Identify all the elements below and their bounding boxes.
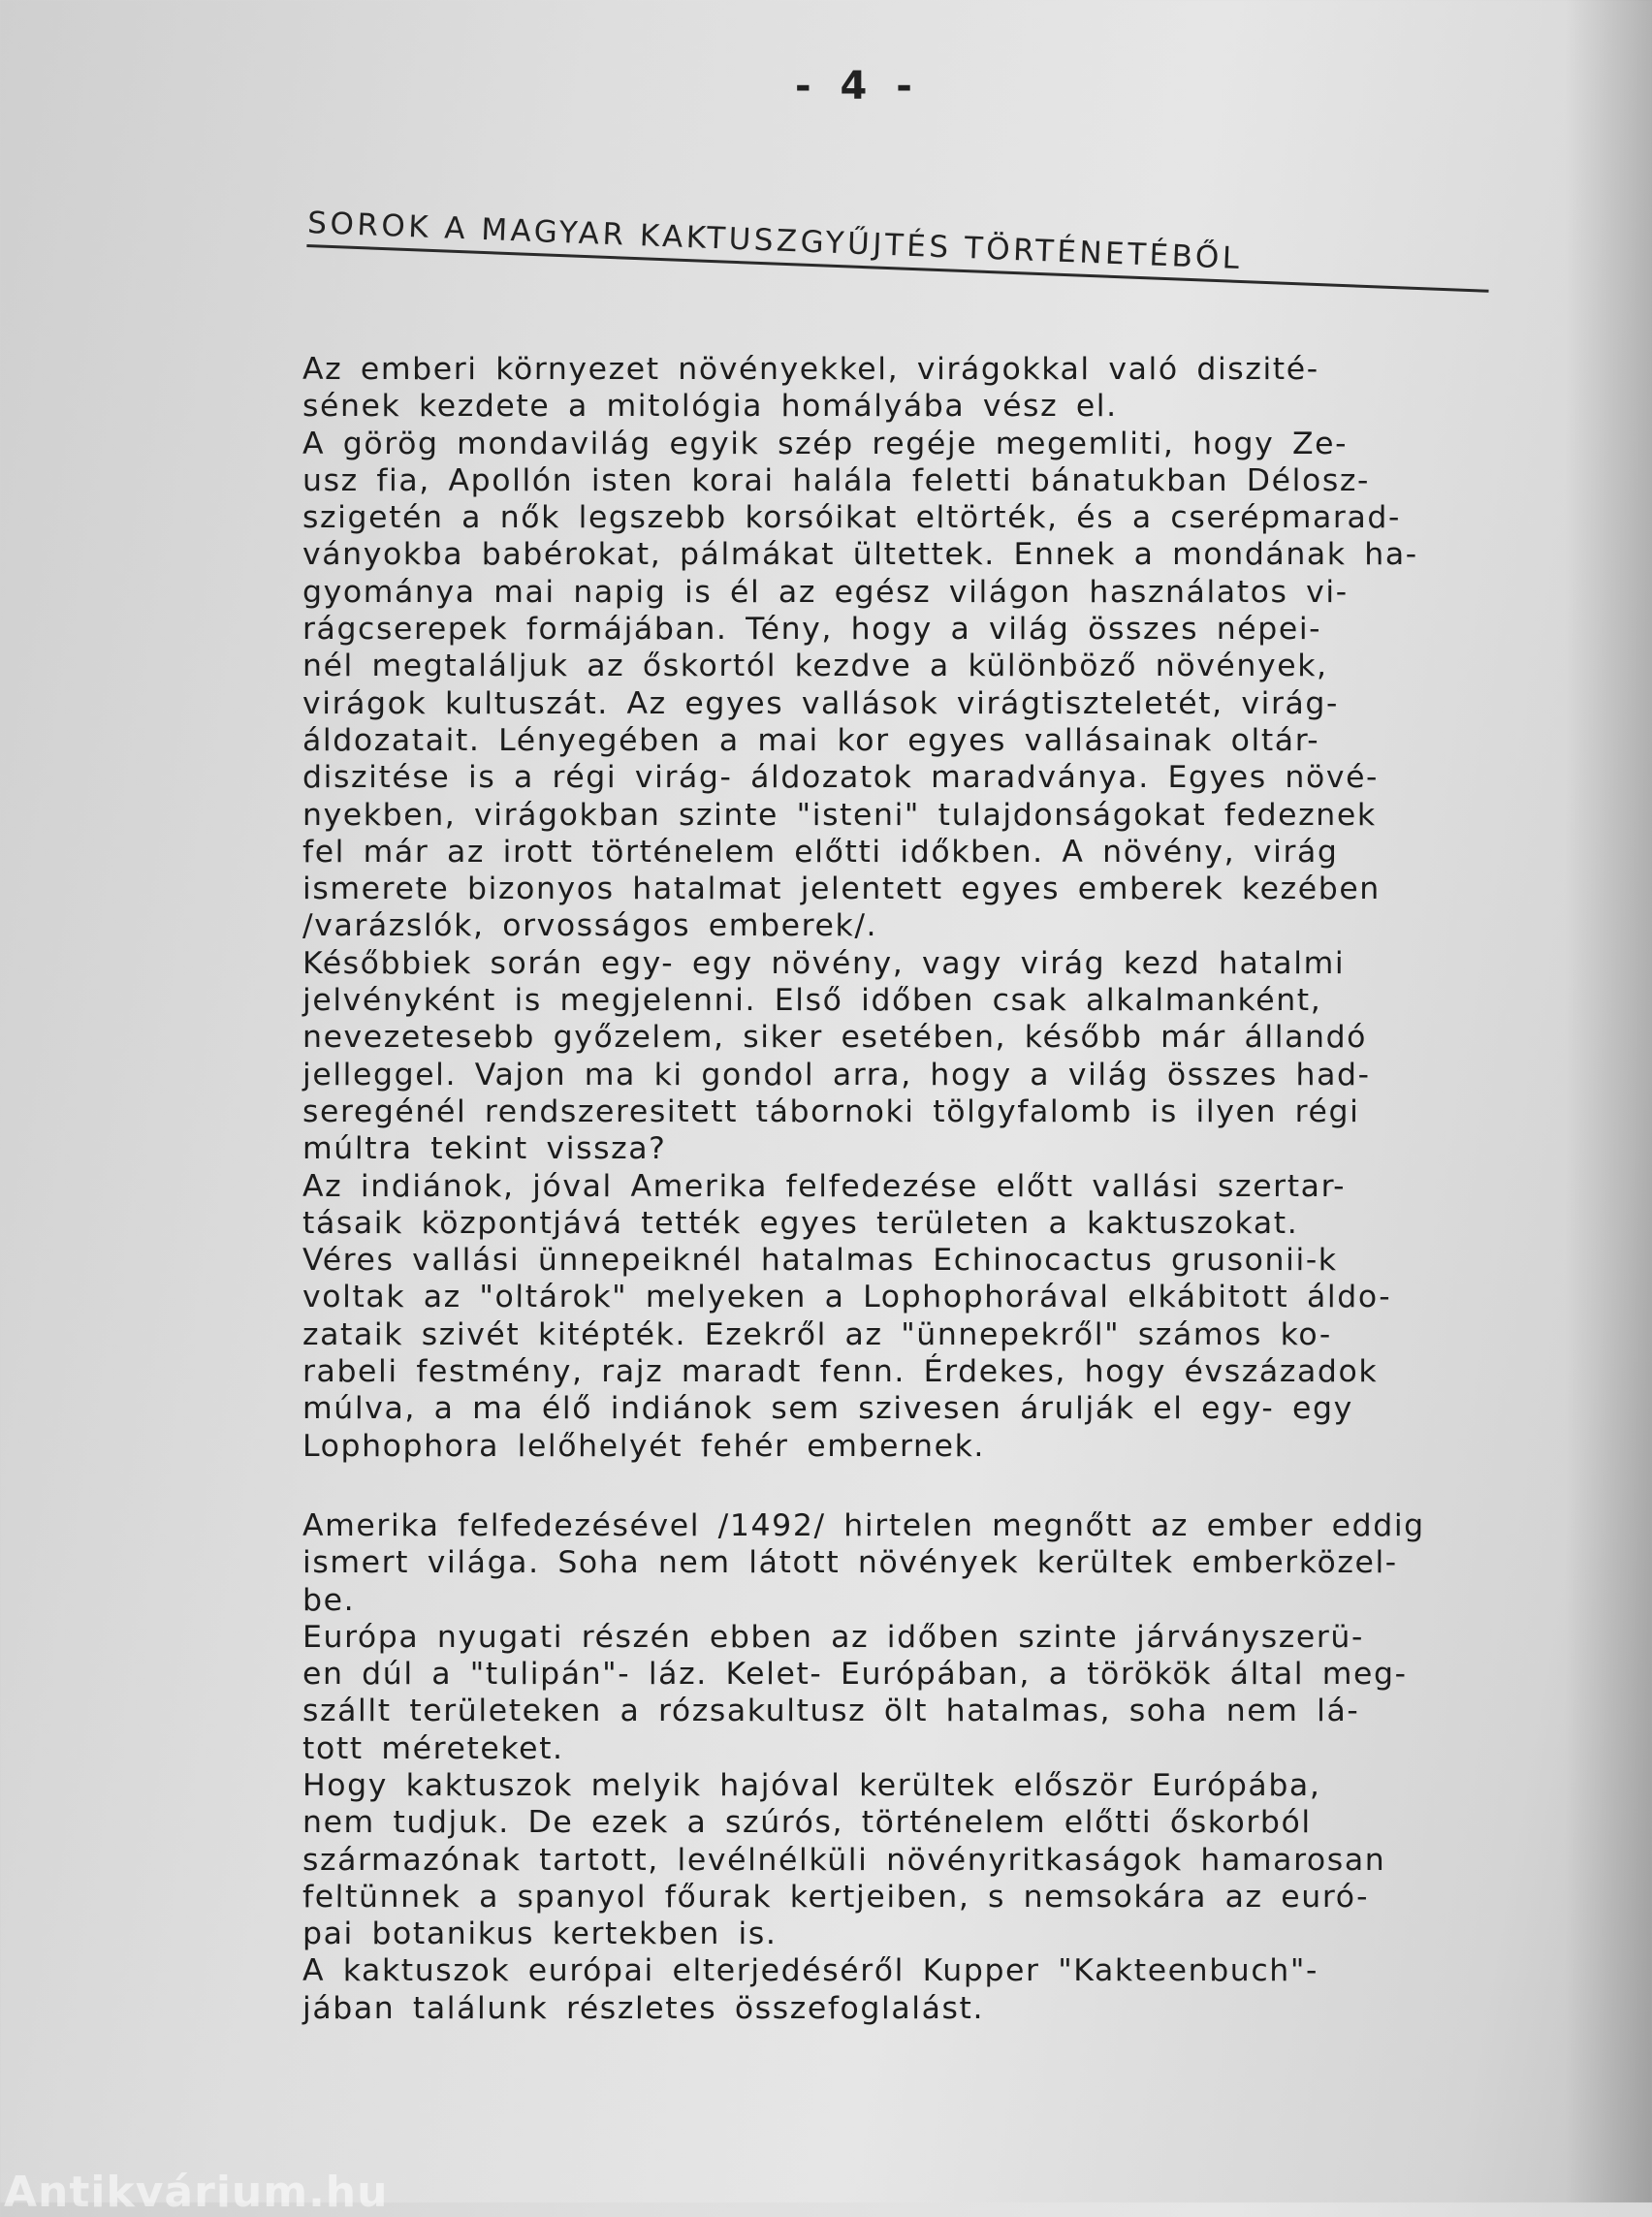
text-line: Lophophora lelőhelyét fehér embernek. xyxy=(302,1428,986,1464)
text-line: múlva, a ma élő indiánok sem szivesen árulják el egy- egy xyxy=(302,1391,1353,1427)
text-line: Európa nyugati részén ebben az időben szinte járványszerü- xyxy=(302,1619,1364,1655)
text-line: be. xyxy=(302,1582,356,1618)
text-line: származónak tartott, levélnélküli növényritkaságok hamarosan xyxy=(302,1842,1386,1878)
text-line: usz fia, Apollón isten korai halála feletti bánatukban Délosz- xyxy=(302,462,1370,498)
text-line: pai botanikus kertekben is. xyxy=(302,1916,778,1952)
paragraph-2 xyxy=(302,1507,1543,2027)
text-line: fel már az irott történelem előtti időkben. A növény, virág xyxy=(302,834,1339,870)
text-line: tott méreteket. xyxy=(302,1730,564,1766)
paragraph-gap xyxy=(302,1465,1543,1507)
text-line: jelleggel. Vajon ma ki gondol arra, hogy a világ összes had- xyxy=(302,1057,1371,1093)
text-line: Amerika felfedezésével /1492/ hirtelen megnőtt az ember eddig xyxy=(302,1507,1425,1543)
text-line: voltak az "oltárok" melyeken a Lophophorával elkábitott áldo- xyxy=(302,1280,1392,1315)
text-line: Hogy kaktuszok melyik hajóval kerültek először Európába, xyxy=(302,1767,1321,1803)
text-line: szállt területeken a rózsakultusz ölt hatalmas, soha nem lá- xyxy=(302,1694,1360,1729)
text-line: /varázslók, orvosságos emberek/. xyxy=(302,908,878,944)
text-line: rabeli festmény, rajz maradt fenn. Érdekes, hogy évszázadok xyxy=(302,1354,1379,1390)
watermark: Antikvárium.hu xyxy=(4,2168,389,2217)
text-line: gyománya mai napig is él az egész világon használatos vi- xyxy=(302,574,1349,610)
text-line: rágcserepek formájában. Tény, hogy a világ összes népei- xyxy=(302,612,1322,648)
paragraph-1 xyxy=(302,351,1543,1465)
text-line: en dúl a "tulipán"- láz. Kelet- Európában, a törökök által meg- xyxy=(302,1657,1408,1693)
text-line: nevezetesebb győzelem, siker esetében, később már állandó xyxy=(302,1020,1368,1056)
text-line: jában találunk részletes összefoglalást. xyxy=(302,1990,985,2026)
text-line: Az emberi környezet növényekkel, virágokkal való diszité- xyxy=(302,352,1319,387)
text-line: nem tudjuk. De ezek a szúrós, történelem előtti őskorból xyxy=(302,1805,1312,1841)
text-line: Az indiánok, jóval Amerika felfedezése előtt vallási szertar- xyxy=(302,1168,1347,1204)
text-line: virágok kultuszát. Az egyes vallások virágtiszteletét, virág- xyxy=(302,685,1339,721)
text-line: Későbbiek során egy- egy növény, vagy virág kezd hatalmi xyxy=(302,945,1346,981)
text-line: ismert világa. Soha nem látott növények kerültek emberközel- xyxy=(302,1545,1398,1581)
text-line: diszitése is a régi virág- áldozatok maradványa. Egyes növé- xyxy=(302,760,1380,796)
page-shadow xyxy=(1565,0,1652,2202)
text-line: nél megtaláljuk az őskortól kezdve a különböző növények, xyxy=(302,649,1328,684)
page-number: - 4 - xyxy=(795,64,920,109)
text-line: tásaik központjává tették egyes területen a kaktuszokat. xyxy=(302,1205,1299,1241)
text-line: seregénél rendszeresitett tábornoki tölgyfalomb is ilyen régi xyxy=(302,1093,1360,1129)
text-line: ványokba babérokat, pálmákat ültettek. Ennek a mondának ha- xyxy=(302,537,1418,573)
text-line: A kaktuszok európai elterjedéséről Kupper "Kakteenbuch"- xyxy=(302,1953,1318,1989)
text-line: szigetén a nők legszebb korsóikat eltörték, és a cserépmarad- xyxy=(302,500,1401,536)
text-line: sének kezdete a mitológia homályába vész el. xyxy=(302,389,1118,425)
text-line: múltra tekint vissza? xyxy=(302,1131,667,1167)
text-line: áldozatait. Lényegében a mai kor egyes vallásainak oltár- xyxy=(302,722,1320,758)
text-line: Véres vallási ünnepeiknél hatalmas Echinocactus grusonii-k xyxy=(302,1243,1338,1279)
text-line: zataik szivét kitépték. Ezekről az "ünnepekről" számos ko- xyxy=(302,1316,1332,1352)
text-line: jelvényként is megjelenni. Első időben csak alkalmanként, xyxy=(302,983,1322,1019)
text-line: feltünnek a spanyol főurak kertjeiben, s nemsokára az euró- xyxy=(302,1879,1370,1915)
text-line: nyekben, virágokban szinte "isteni" tulajdonságokat fedeznek xyxy=(302,797,1377,833)
body-text xyxy=(302,351,1543,2027)
page-title: SOROK A MAGYAR KAKTUSZGYŰJTÉS TÖRTÉNETÉBŐL xyxy=(306,206,1490,293)
text-line: ismerete bizonyos hatalmat jelentett egyes emberek kezében xyxy=(302,871,1381,907)
text-line: A görög mondavilág egyik szép regéje megemliti, hogy Ze- xyxy=(302,426,1349,461)
